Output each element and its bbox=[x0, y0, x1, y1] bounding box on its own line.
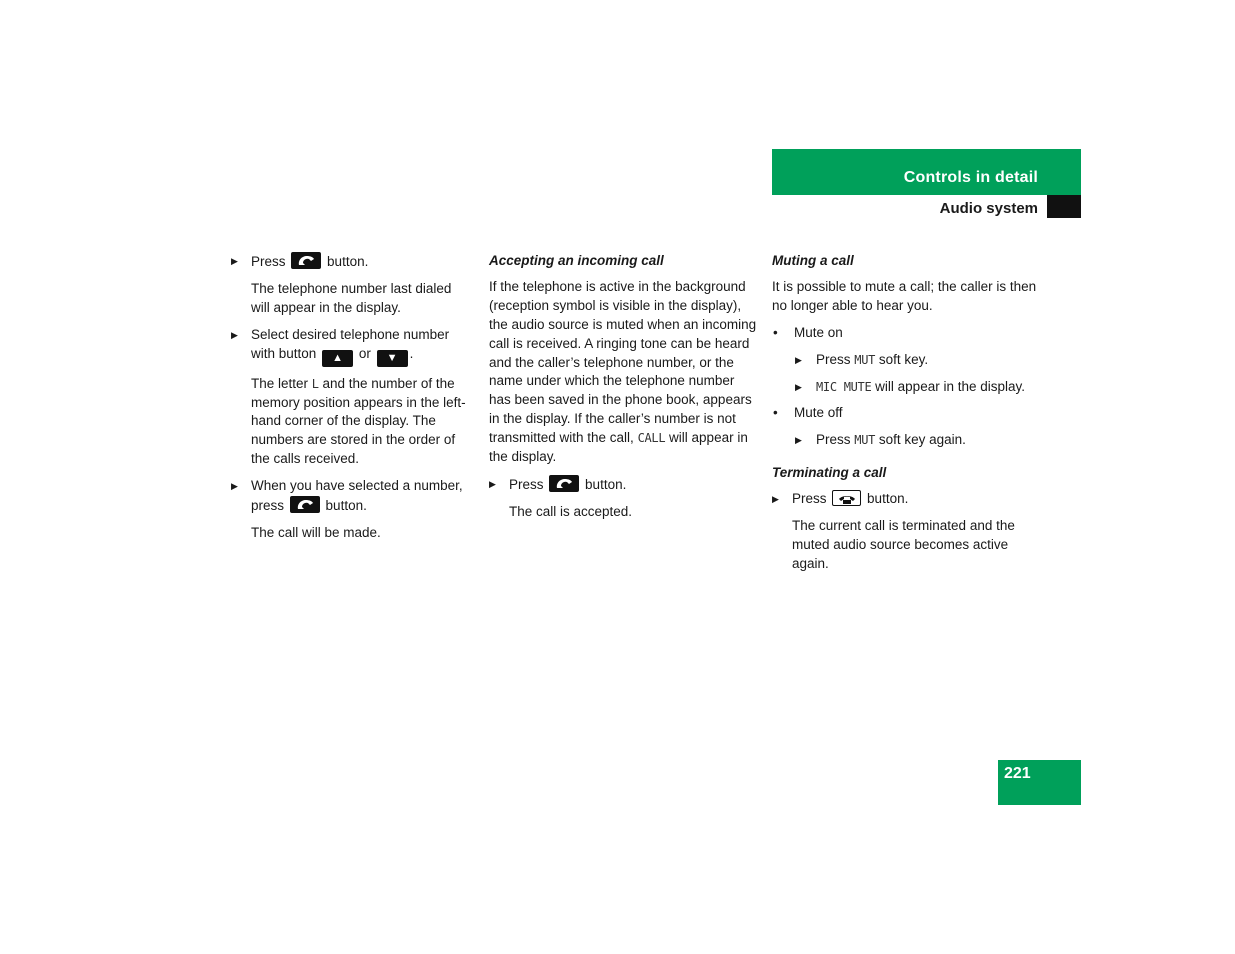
step-text: button. bbox=[585, 476, 627, 492]
down-triangle-icon: ▼ bbox=[377, 350, 408, 367]
subsection-title bbox=[772, 195, 1047, 218]
sub-step bbox=[772, 351, 1042, 370]
section-heading: Accepting an incoming call bbox=[489, 253, 664, 268]
up-triangle-icon: ▲ bbox=[322, 350, 353, 367]
bullet-item: • Mute off bbox=[772, 404, 1042, 423]
paragraph-text: will appear in the display. bbox=[489, 430, 748, 465]
step-text: Press bbox=[792, 491, 827, 507]
step-text: button. bbox=[325, 498, 367, 514]
phone-pickup-icon bbox=[549, 475, 579, 492]
step-note: The call is accepted. bbox=[509, 503, 633, 519]
sub-step bbox=[772, 431, 1042, 450]
section-heading: Terminating a call bbox=[772, 465, 887, 481]
step-accept-call bbox=[489, 475, 757, 495]
step-dial-selected bbox=[231, 477, 471, 516]
paragraph: It is possible to mute a call; the caller is then no longer able to hear you. bbox=[772, 278, 1037, 313]
step-text: or bbox=[358, 345, 371, 361]
step-text: . bbox=[409, 345, 414, 361]
page-number-box bbox=[998, 760, 1081, 805]
section-heading: Muting a call bbox=[772, 253, 854, 268]
header-bar bbox=[772, 149, 1081, 195]
phone-pickup-icon bbox=[291, 252, 321, 269]
column-3 bbox=[772, 252, 1042, 582]
bullet-item: • Mute on bbox=[772, 324, 1042, 343]
step-text: Press bbox=[816, 351, 851, 367]
display-code: CALL bbox=[637, 431, 666, 446]
step-text: When you have selected a number, press bbox=[251, 478, 463, 514]
step-note: The telephone number last dialed will appear in the display. bbox=[251, 280, 452, 315]
paragraph bbox=[489, 278, 757, 467]
step-note bbox=[231, 375, 471, 470]
column-2 bbox=[489, 252, 757, 530]
step-text: Select desired telephone number with button bbox=[251, 326, 450, 361]
display-code: MUT bbox=[854, 433, 876, 448]
step-text: button. bbox=[327, 254, 369, 269]
step-press-call bbox=[231, 252, 471, 272]
step-end-call bbox=[772, 490, 1042, 509]
step-text: button. bbox=[867, 491, 909, 507]
note-text: The letter bbox=[251, 375, 309, 391]
step-select-number bbox=[231, 326, 471, 367]
step-note: The current call is terminated and the muted audio source becomes active again. bbox=[792, 518, 1015, 571]
step-text: Press bbox=[251, 254, 286, 269]
step-text: soft key again. bbox=[878, 432, 966, 448]
subsection-title-text: Audio system bbox=[939, 200, 1038, 217]
phone-hangup-icon bbox=[832, 490, 861, 506]
display-code: MIC MUTE bbox=[816, 379, 872, 394]
phone-pickup-icon bbox=[290, 496, 320, 513]
step-text: Press bbox=[509, 476, 544, 492]
step-text: Press bbox=[816, 432, 851, 448]
paragraph-text: If the telephone is active in the background (reception symbol is visible in the display), the audio source is muted when an incoming call is received. A ringing tone can be heard and the caller’s telephone number, or the name under which the telephone number has been saved in the phone book, appears in the display. If the caller’s number is not transmitted with the call, bbox=[489, 278, 757, 446]
display-code: MUT bbox=[854, 352, 876, 367]
step-text: soft key. bbox=[878, 351, 929, 367]
note-text: and the number of the memory position appears in the left-hand corner of the display. The numbers are stored in the order of the calls received. bbox=[251, 375, 466, 467]
section-title: Controls in detail bbox=[903, 169, 1038, 186]
page-number: 221 bbox=[1004, 765, 1031, 782]
display-code: L bbox=[311, 376, 319, 391]
sub-step bbox=[772, 378, 1042, 397]
column-1 bbox=[231, 252, 471, 551]
step-note: The call will be made. bbox=[251, 524, 381, 540]
subheader-marker bbox=[1047, 195, 1081, 218]
step-text: will appear in the display. bbox=[875, 378, 1026, 394]
